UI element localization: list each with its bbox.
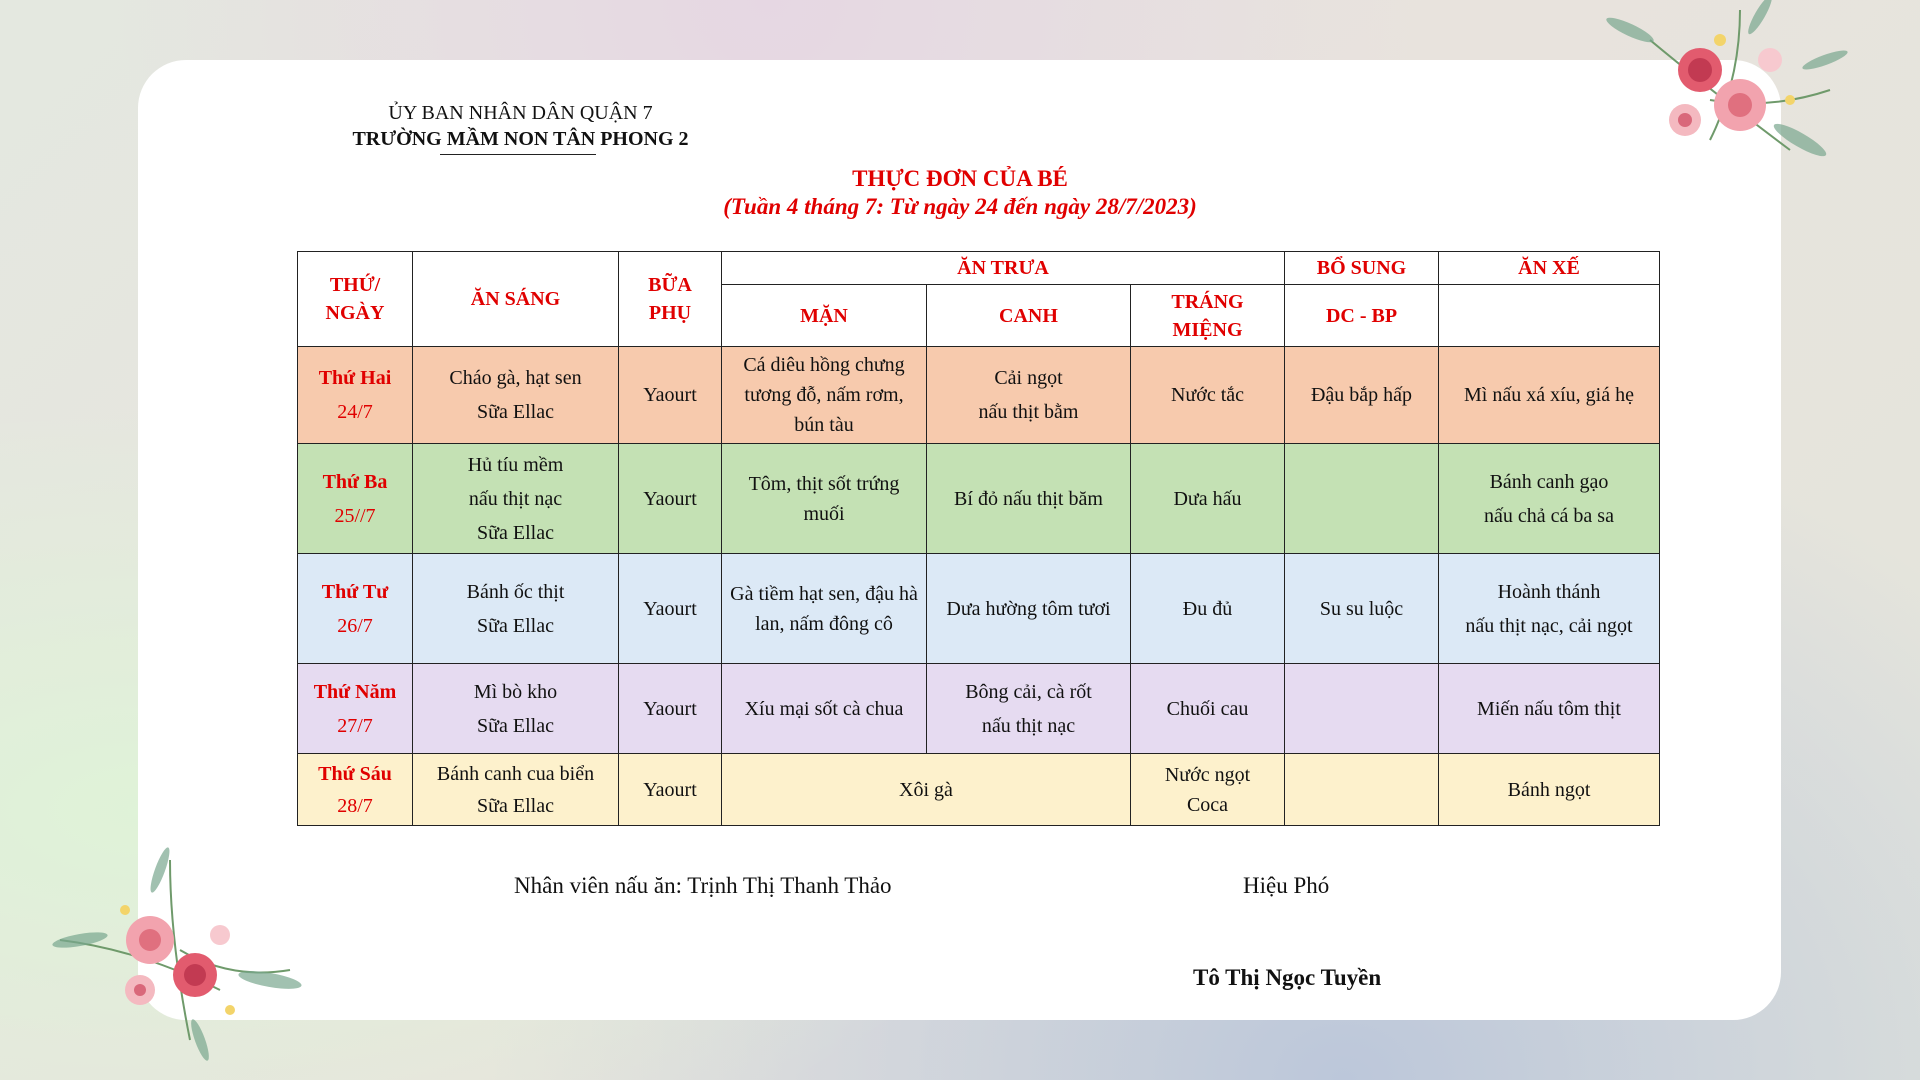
menu-table: [297, 251, 1660, 826]
table-row: [298, 754, 1660, 826]
day-cell: [298, 347, 413, 444]
table-row: [298, 347, 1660, 444]
afternoon-cell: Mì nấu xá xíu, giá hẹ: [1439, 347, 1660, 444]
day-cell: [298, 754, 413, 826]
lunch-merged-cell: Xôi gà: [722, 754, 1131, 826]
dessert-cell: Nước ngọt Coca: [1131, 754, 1285, 826]
main-dish-cell: Gà tiềm hạt sen, đậu hà lan, nấm đông cô: [722, 554, 927, 664]
day-name: Thứ Hai: [318, 367, 392, 389]
day-date: 25//7: [334, 504, 376, 527]
day-name: Thứ Năm: [313, 680, 397, 703]
school-header: [338, 100, 703, 152]
dessert-cell: Nước tắc: [1131, 347, 1285, 444]
day-cell: [298, 444, 413, 554]
breakfast-cell: Mì bò kho Sữa Ellac: [413, 664, 619, 754]
dessert-cell: Đu đủ: [1131, 554, 1285, 664]
snack-cell: Yaourt: [619, 664, 722, 754]
org-line-1: ỦY BAN NHÂN DÂN QUẬN 7: [388, 102, 653, 124]
day-date: 27/7: [337, 714, 373, 737]
col-header-supplement-sub: DC - BP: [1285, 285, 1439, 347]
main-dish-cell: Tôm, thịt sốt trứng muối: [722, 444, 927, 554]
main-dish-cell: Cá diêu hồng chưng tương đỗ, nấm rơm, bún tàu: [722, 347, 927, 444]
snack-cell: Yaourt: [619, 754, 722, 826]
col-header-snack: BỮA PHỤ: [619, 252, 722, 347]
snack-cell: Yaourt: [619, 347, 722, 444]
day-cell: [298, 664, 413, 754]
vice-principal-title: Hiệu Phó: [1243, 873, 1330, 898]
supplement-cell: [1285, 754, 1439, 826]
col-header-main: MẶN: [722, 285, 927, 347]
table-row: [298, 444, 1660, 554]
breakfast-cell: Hủ tíu mềm nấu thịt nạc Sữa Ellac: [413, 444, 619, 554]
col-header-afternoon-blank: [1439, 285, 1660, 347]
cook-signature: Nhân viên nấu ăn: Trịnh Thị Thanh Thảo: [514, 873, 892, 898]
page-subtitle: (Tuần 4 tháng 7: Từ ngày 24 đến ngày 28/7/2023): [723, 194, 1197, 219]
table-row: [298, 664, 1660, 754]
day-date: 24/7: [337, 401, 373, 423]
page-title: THỰC ĐƠN CỦA BÉ: [852, 166, 1068, 191]
breakfast-cell: Bánh canh cua biển Sữa Ellac: [413, 754, 619, 826]
org-line-2: TRƯỜNG MẦM NON TÂN PHONG 2: [352, 128, 689, 150]
col-header-dessert: TRÁNG MIỆNG: [1131, 285, 1285, 347]
col-header-day: THỨ/ NGÀY: [298, 252, 413, 347]
afternoon-cell: Hoành thánh nấu thịt nạc, cải ngọt: [1439, 554, 1660, 664]
supplement-cell: Đậu bắp hấp: [1285, 347, 1439, 444]
afternoon-cell: Miến nấu tôm thịt: [1439, 664, 1660, 754]
header-underline: [440, 154, 596, 155]
soup-cell: Bông cải, cà rốt nấu thịt nạc: [927, 664, 1131, 754]
col-header-lunch: ĂN TRƯA: [722, 252, 1285, 285]
supplement-cell: Su su luộc: [1285, 554, 1439, 664]
day-name: Thứ Sáu: [318, 762, 392, 785]
dessert-cell: Dưa hấu: [1131, 444, 1285, 554]
soup-cell: Bí đỏ nấu thịt băm: [927, 444, 1131, 554]
soup-cell: Cải ngọt nấu thịt bằm: [927, 347, 1131, 444]
vice-principal-name: Tô Thị Ngọc Tuyền: [1193, 965, 1382, 990]
col-header-breakfast: ĂN SÁNG: [413, 252, 619, 347]
snack-cell: Yaourt: [619, 554, 722, 664]
supplement-cell: [1285, 444, 1439, 554]
soup-cell: Dưa hường tôm tươi: [927, 554, 1131, 664]
table-row: [298, 554, 1660, 664]
main-dish-cell: Xíu mại sốt cà chua: [722, 664, 927, 754]
col-header-soup: CANH: [927, 285, 1131, 347]
col-header-supplement: BỔ SUNG: [1285, 252, 1439, 285]
dessert-cell: Chuối cau: [1131, 664, 1285, 754]
breakfast-cell: Cháo gà, hạt sen Sữa Ellac: [413, 347, 619, 444]
day-date: 26/7: [337, 614, 373, 637]
afternoon-cell: Bánh canh gạo nấu chả cá ba sa: [1439, 444, 1660, 554]
col-header-afternoon: ĂN XẾ: [1439, 252, 1660, 285]
day-date: 28/7: [337, 794, 373, 817]
snack-cell: Yaourt: [619, 444, 722, 554]
breakfast-cell: Bánh ốc thịt Sữa Ellac: [413, 554, 619, 664]
afternoon-cell: Bánh ngọt: [1439, 754, 1660, 826]
day-cell: [298, 554, 413, 664]
day-name: Thứ Ba: [322, 470, 388, 493]
supplement-cell: [1285, 664, 1439, 754]
day-name: Thứ Tư: [321, 580, 389, 603]
floral-decoration-bottom-left: [40, 840, 310, 1075]
